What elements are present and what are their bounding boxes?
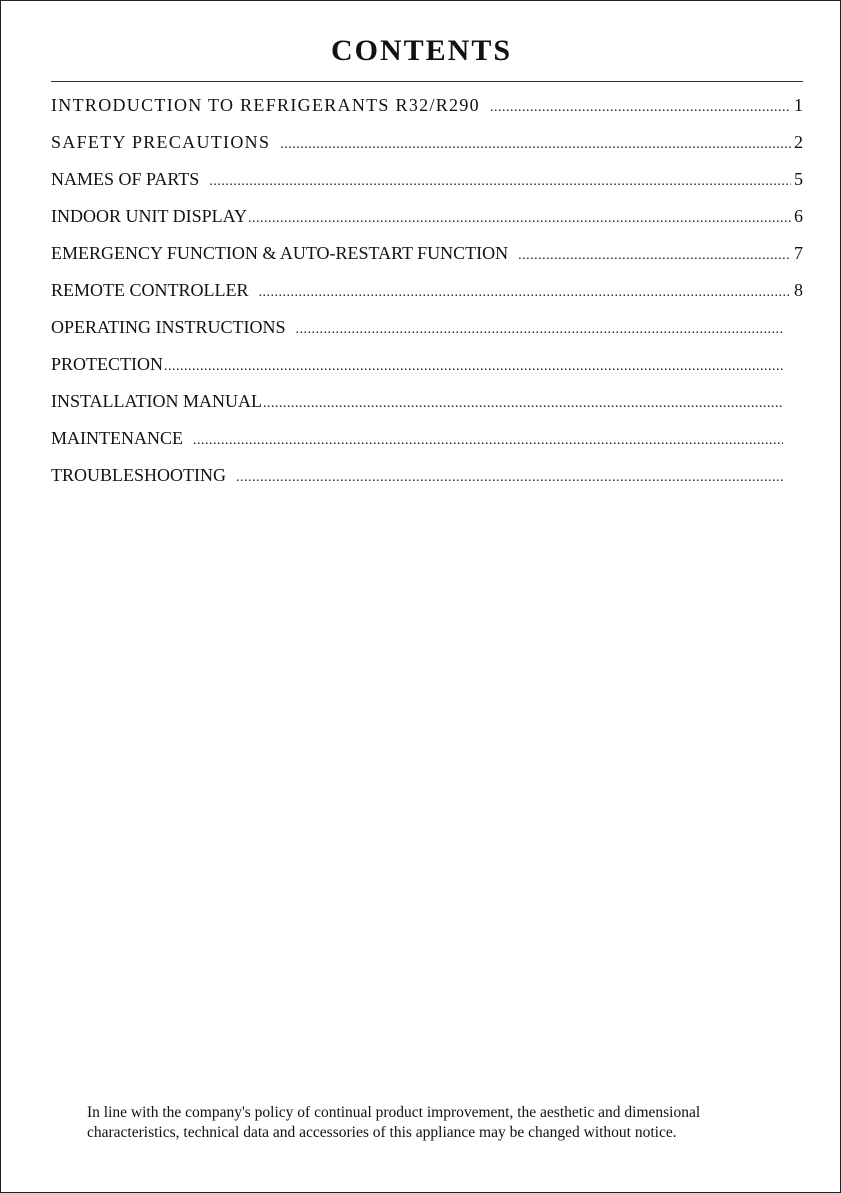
toc-entry-label: MAINTENANCE bbox=[51, 428, 183, 448]
toc-leader-dots bbox=[259, 281, 792, 305]
toc-entry-safety-precautions[interactable] bbox=[51, 130, 803, 167]
toc-entry-maintenance[interactable] bbox=[51, 426, 803, 463]
toc-leader-dots bbox=[280, 133, 791, 157]
toc-leader-dots bbox=[518, 244, 791, 268]
toc-entry-names-of-parts[interactable] bbox=[51, 167, 803, 204]
toc-entry-label: OPERATING INSTRUCTIONS bbox=[51, 317, 286, 337]
notice-line: characteristics, technical data and accessories of this appliance may be changed without notice. bbox=[87, 1124, 677, 1141]
toc-entry-label: NAMES OF PARTS bbox=[51, 169, 200, 189]
toc-page-number: 6 bbox=[794, 206, 803, 226]
table-of-contents bbox=[51, 93, 803, 500]
toc-entry-emergency-function[interactable] bbox=[51, 241, 803, 278]
toc-entry-label: SAFETY PRECAUTIONS bbox=[51, 132, 271, 152]
toc-leader-dots bbox=[490, 96, 791, 120]
product-improvement-notice bbox=[87, 1103, 787, 1143]
toc-leader-dots bbox=[296, 318, 783, 342]
toc-entry-label: INSTALLATION MANUAL bbox=[51, 391, 263, 411]
toc-entry-label: EMERGENCY FUNCTION & AUTO-RESTART FUNCTION bbox=[51, 243, 509, 263]
toc-entry-protection[interactable] bbox=[51, 352, 803, 389]
page-title: CONTENTS bbox=[330, 34, 513, 67]
toc-leader-dots bbox=[236, 466, 783, 490]
toc-entry-introduction[interactable] bbox=[51, 93, 803, 130]
toc-entry-label: REMOTE CONTROLLER bbox=[51, 280, 249, 300]
toc-leader-dots bbox=[263, 392, 783, 416]
toc-entry-remote-controller[interactable] bbox=[51, 278, 803, 315]
toc-entry-label: INDOOR UNIT DISPLAY bbox=[51, 206, 248, 226]
toc-leader-dots bbox=[209, 170, 791, 194]
toc-page-number: 1 bbox=[794, 95, 803, 115]
toc-page-number: 8 bbox=[794, 280, 803, 300]
toc-page-number: 7 bbox=[794, 243, 803, 263]
toc-entry-label: TROUBLESHOOTING bbox=[51, 465, 226, 485]
notice-line: In line with the company's policy of continual product improvement, the aesthetic and dimensional bbox=[87, 1104, 701, 1121]
toc-entry-label: PROTECTION bbox=[51, 354, 163, 374]
toc-leader-dots bbox=[164, 355, 783, 379]
toc-entry-operating-instructions[interactable] bbox=[51, 315, 803, 352]
toc-entry-installation-manual[interactable] bbox=[51, 389, 803, 426]
toc-page-number: 2 bbox=[794, 132, 803, 152]
title-divider bbox=[51, 81, 803, 82]
toc-entry-indoor-unit-display[interactable] bbox=[51, 204, 803, 241]
toc-entry-label: INTRODUCTION TO REFRIGERANTS R32/R290 bbox=[51, 95, 480, 115]
toc-leader-dots bbox=[248, 207, 791, 231]
toc-leader-dots bbox=[193, 429, 783, 453]
toc-page-number: 5 bbox=[794, 169, 803, 189]
toc-entry-troubleshooting[interactable] bbox=[51, 463, 803, 500]
